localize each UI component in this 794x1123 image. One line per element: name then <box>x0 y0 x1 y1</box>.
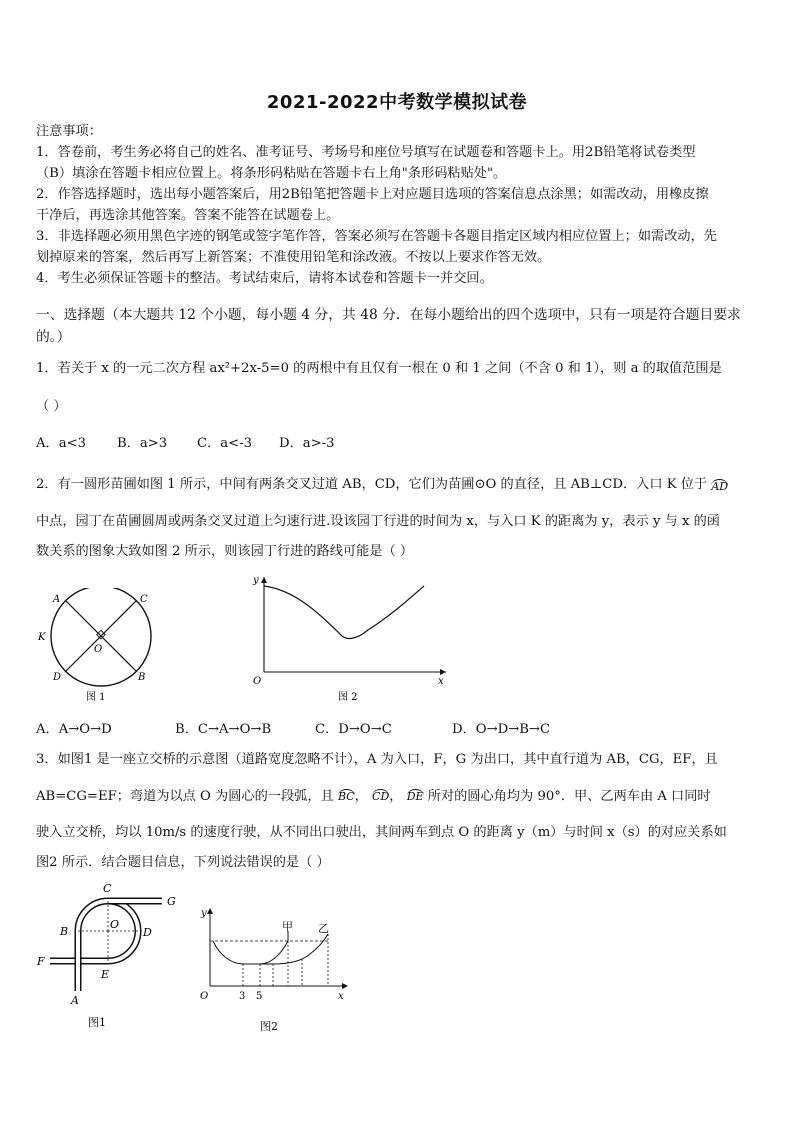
curve-yi <box>260 934 328 964</box>
question-3-line3: 驶入立交桥，均以 10m/s 的速度行驶，从不同出口驶出，其间两车到点 O 的距离 y（m）与时间 x（s）的对应关系如 <box>36 825 727 840</box>
label-g: G <box>167 895 176 908</box>
notice-line: 干净后，再选涂其他答案。答案不能答在试题卷上。 <box>36 208 340 223</box>
option-a: A．a<3 <box>36 436 87 451</box>
y-axis-arrow <box>261 577 267 583</box>
label-a: A <box>53 594 61 605</box>
q2-figure-2 <box>250 572 450 706</box>
question-3-line2: AB=CG=EF；弯道为以点 O 为圆心的一段弧，且 BC， CD， DE 所对的圆心角均为 90°．甲、乙两车由 A 口同时 <box>36 789 711 804</box>
option-b: B．C→A→O→B <box>175 722 272 737</box>
arc-label-de: DE <box>406 790 424 803</box>
notice-line: 划掉原来的答案，然后再写上新答案；不准使用铅笔和涂改液。不按以上要求作答无效。 <box>36 250 551 265</box>
option-d: D．a>-3 <box>279 436 335 451</box>
question-1-stem: 1．若关于 x 的一元二次方程 ax²+2x-5=0 的两根中有且仅有一根在 0 和 1 之间（不含 0 和 1），则 a 的取值范围是 <box>36 361 722 376</box>
series-label-yi: 乙 <box>318 922 329 935</box>
arc-label-bc: BC <box>337 790 355 803</box>
curve-jia <box>213 941 288 964</box>
notice-line: 3．非选择题必须用黑色字迹的钢笔或签字笔作答，答案必须写在答题卡各题目指定区域内相应位置上；如需改动，先 <box>36 229 717 244</box>
label-f: F <box>37 955 45 968</box>
option-c: C．D→O→C <box>315 722 392 737</box>
label-c: C <box>140 594 148 605</box>
question-3-line2-text-b: 所对的圆心角均为 90°．甲、乙两车由 A 口同时 <box>427 789 711 804</box>
origin-label: O <box>253 676 262 687</box>
tick-label-5: 5 <box>256 991 263 1002</box>
arc-label-cd: CD <box>372 790 390 803</box>
notice-line: 4．考生必须保证答题卡的整洁。考试结束后，请将本试卷和答题卡一并交回。 <box>36 271 493 286</box>
question-2-line3: 数关系的图象大致如图 2 所示，则该园丁行进的路线可能是（ ） <box>36 544 414 559</box>
notice-line: 2．作答选择题时，选出每小题答案后，用2B铅笔把答题卡上对应题目选项的答案信息点涂黑；如需改动，用橡皮擦 <box>36 187 709 202</box>
circle-shape <box>51 588 151 686</box>
question-2-line1 <box>36 473 760 492</box>
arc-label-ad: AD <box>711 480 729 493</box>
notice-block <box>36 121 760 289</box>
right-angle-mark <box>97 630 105 638</box>
label-b: B <box>60 925 69 938</box>
axis-label-y: y <box>253 575 259 586</box>
axis-label-x: x <box>438 676 444 687</box>
question-2-line2: 中点，园丁在苗圃圆周或两条交叉过道上匀速行进.设该园丁行进的时间为 x，与入口 K 的距离为 y，表示 y 与 x 的函 <box>36 514 720 529</box>
question-3-line4: 图2 所示．结合题目信息，下列说法错误的是（ ） <box>36 855 330 870</box>
figure-caption: 图 1 <box>86 692 106 703</box>
question-1-paren: （ ） <box>36 399 67 414</box>
function-curve <box>264 586 424 638</box>
label-o: O <box>94 644 103 655</box>
section-heading <box>36 304 760 348</box>
q3-figure-1 <box>34 878 194 1033</box>
label-c: C <box>103 882 112 895</box>
figure-caption: 图 2 <box>338 692 358 703</box>
figure-caption: 图1 <box>88 1016 106 1029</box>
section-heading-line1: 一、选择题（本大题共 12 个小题，每小题 4 分，共 48 分．在每小题给出的四个选项中，只有一项是符合题目要求 <box>36 307 741 323</box>
q2-figure-1 <box>34 588 164 706</box>
arc-de-inner <box>108 931 138 961</box>
axis-label-y: y <box>201 908 207 919</box>
label-d: D <box>53 672 62 683</box>
label-o: O <box>110 918 120 931</box>
page-title: 2021-2022中考数学模拟试卷 <box>266 92 528 113</box>
question-3-line1: 3．如图1 是一座立交桥的示意图（道路宽度忽略不计），A 为入口，F，G 为出口，其中直行道为 AB，CG，EF，且 <box>36 752 718 767</box>
label-a: A <box>71 994 79 1007</box>
notice-line: （B）填涂在答题卡相应位置上。将条形码粘贴在答题卡右上角"条形码粘贴处"。 <box>36 166 507 181</box>
option-d: D．O→D→B→C <box>452 722 551 737</box>
x-axis-arrow <box>342 983 348 989</box>
figure-caption: 图2 <box>260 1020 278 1033</box>
option-c: C．a<-3 <box>197 436 253 451</box>
notice-heading: 注意事项： <box>36 124 102 139</box>
notice-line: 1．答卷前，考生务必将自己的姓名、准考证号、考场号和座位号填写在试题卷和答题卡上。用2B铅笔将试卷类型 <box>36 145 696 160</box>
section-heading-line2: 的。） <box>36 329 71 345</box>
x-axis-arrow <box>440 669 446 675</box>
y-axis-arrow <box>207 908 213 914</box>
axis-label-x: x <box>338 991 344 1002</box>
q3-figure-2 <box>198 906 358 1036</box>
question-2-line1-text: 2．有一圆形苗圃如图 1 所示，中间有两条交叉过道 AB，CD，它们为苗圃⊙O 的直径，且 AB⊥CD．入口 K 位于 <box>36 477 708 492</box>
origin-label: O <box>200 991 209 1002</box>
label-k: K <box>38 632 46 643</box>
label-d: D <box>143 926 152 939</box>
option-b: B．a>3 <box>117 436 168 451</box>
series-label-jia: 甲 <box>282 920 293 933</box>
label-b: B <box>138 672 146 683</box>
label-e: E <box>101 968 110 981</box>
option-a: A．A→O→D <box>36 722 112 737</box>
question-3-line2-text: AB=CG=EF；弯道为以点 O 为圆心的一段弧，且 <box>36 789 334 804</box>
tick-label-3: 3 <box>239 991 246 1002</box>
